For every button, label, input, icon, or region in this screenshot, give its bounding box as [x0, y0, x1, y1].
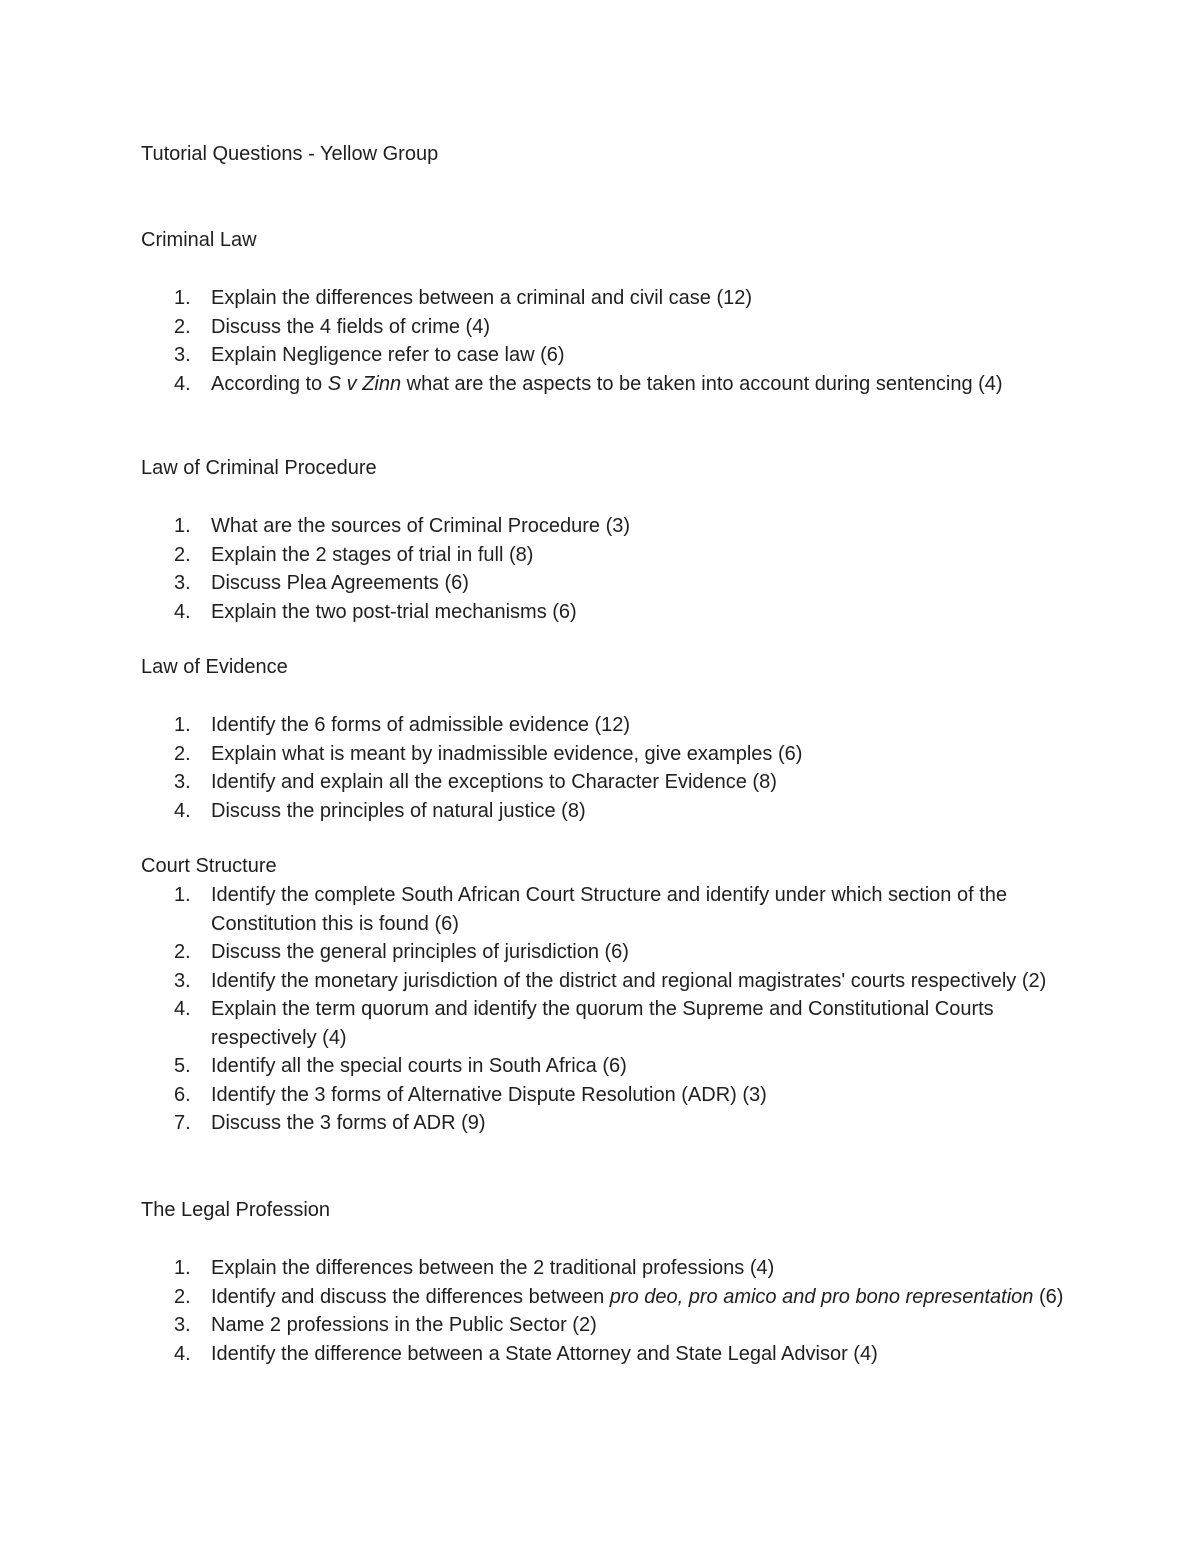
question-number: 4. — [174, 998, 191, 1020]
question-text-part: (6) — [1033, 1285, 1064, 1308]
question-list — [141, 1254, 1101, 1368]
question-text — [211, 373, 1003, 395]
question-number: 1. — [174, 884, 191, 906]
question-text — [211, 515, 630, 537]
question-text — [211, 601, 577, 623]
question-number: 4. — [174, 1342, 191, 1365]
question-item — [141, 370, 1071, 399]
question-number: 7. — [174, 1112, 191, 1134]
question-text — [211, 714, 630, 736]
question-text-part: Discuss the principles of natural justice (8) — [211, 799, 586, 822]
question-item — [141, 938, 1071, 967]
question-text-part: Identify the 6 forms of admissible evidence (12) — [211, 714, 631, 736]
question-text-part: Name 2 professions in the Public Sector (2) — [211, 1314, 597, 1336]
question-item — [141, 512, 1071, 541]
question-text-part: According to — [211, 372, 328, 395]
section-criminal-procedure — [141, 456, 1101, 626]
question-text — [211, 743, 802, 765]
question-text — [211, 1257, 774, 1279]
question-item — [141, 881, 1071, 938]
question-text — [211, 800, 586, 822]
question-text-part: Identify the monetary jurisdiction of the district and regional magistrates' courts respectively (2) — [211, 969, 1047, 992]
question-number: 4. — [174, 600, 191, 623]
section-heading: Law of Evidence — [141, 656, 288, 678]
question-item — [141, 1340, 1071, 1369]
question-text-part: Discuss the 3 forms of ADR (9) — [211, 1112, 486, 1134]
question-number: 1. — [174, 714, 191, 736]
question-text — [211, 1314, 597, 1336]
question-text — [211, 941, 629, 963]
question-list — [141, 284, 1101, 398]
question-item — [141, 768, 1071, 797]
question-number: 1. — [174, 515, 191, 537]
question-number: 3. — [174, 344, 191, 366]
question-item — [141, 797, 1071, 826]
question-text-part: Explain Negligence refer to case law (6) — [211, 344, 565, 366]
question-number: 1. — [174, 287, 191, 309]
question-text — [211, 1112, 486, 1134]
question-item — [141, 1081, 1071, 1110]
question-list — [141, 512, 1101, 626]
question-number: 3. — [174, 572, 191, 594]
question-list — [141, 881, 1101, 1138]
question-text-part: Identify and explain all the exceptions to Character Evidence (8) — [211, 771, 777, 793]
question-text — [211, 970, 1046, 992]
question-text-part: Explain the two post-trial mechanisms (6) — [211, 600, 577, 623]
question-text-part: Identify and discuss the differences between — [211, 1285, 610, 1308]
question-item — [141, 711, 1071, 740]
question-number: 1. — [174, 1257, 191, 1279]
question-number: 3. — [174, 1314, 191, 1336]
question-text-part: Explain what is meant by inadmissible evidence, give examples (6) — [211, 742, 803, 765]
question-item — [141, 341, 1071, 370]
question-item — [141, 995, 1071, 1052]
question-text — [211, 1343, 878, 1365]
question-text — [211, 544, 533, 566]
section-heading: Criminal Law — [141, 229, 257, 251]
question-text-part: Discuss the general principles of jurisdiction (6) — [211, 941, 629, 963]
question-text — [211, 287, 752, 309]
question-item — [141, 284, 1071, 313]
question-text-italic: S v Zinn — [327, 372, 402, 395]
question-number: 4. — [174, 372, 191, 395]
question-text-part: Discuss Plea Agreements (6) — [211, 572, 469, 594]
question-text — [211, 344, 565, 366]
question-number: 2. — [174, 941, 191, 963]
question-number: 3. — [174, 969, 191, 992]
section-heading: Law of Criminal Procedure — [141, 457, 377, 479]
question-number: 2. — [174, 315, 191, 338]
question-item — [141, 740, 1071, 769]
question-text-italic: pro deo, pro amico and pro bono representation — [609, 1285, 1034, 1308]
question-text — [211, 771, 777, 793]
section-law-of-evidence — [141, 655, 1101, 825]
question-number: 3. — [174, 771, 191, 793]
question-text — [211, 1055, 627, 1077]
question-item — [141, 1109, 1071, 1138]
question-text-part: Explain the term quorum and identify the quorum the Supreme and Constitutional Courts respectively (4) — [211, 998, 994, 1049]
question-text — [211, 316, 490, 338]
question-text — [211, 572, 469, 594]
question-text-part: Explain the 2 stages of trial in full (8) — [211, 543, 534, 566]
question-item — [141, 1254, 1071, 1283]
question-item — [141, 1052, 1071, 1081]
question-number: 5. — [174, 1055, 191, 1077]
question-text-part: what are the aspects to be taken into account during sentencing (4) — [401, 372, 1003, 395]
section-heading: The Legal Profession — [141, 1199, 331, 1221]
section-criminal-law — [141, 228, 1101, 398]
question-text — [211, 884, 1007, 935]
document-title: Tutorial Questions - Yellow Group — [141, 143, 439, 165]
question-item — [141, 1283, 1071, 1312]
question-text — [211, 1084, 767, 1106]
question-number: 2. — [174, 543, 191, 566]
question-number: 4. — [174, 799, 191, 822]
question-item — [141, 541, 1071, 570]
question-text-part: Identify the difference between a State Attorney and State Legal Advisor (4) — [211, 1342, 878, 1365]
question-item — [141, 1311, 1071, 1340]
question-text-part: Identify the 3 forms of Alternative Dispute Resolution (ADR) (3) — [211, 1083, 767, 1106]
section-legal-profession — [141, 1198, 1101, 1368]
question-item — [141, 967, 1071, 996]
question-item — [141, 598, 1071, 627]
question-list — [141, 711, 1101, 825]
question-text-part: Identify the complete South African Court Structure and identify under which section of the Constitution this is found (6) — [211, 884, 1008, 935]
question-item — [141, 569, 1071, 598]
question-text-part: Identify all the special courts in South Africa (6) — [211, 1055, 627, 1077]
section-heading: Court Structure — [141, 855, 277, 877]
question-number: 2. — [174, 742, 191, 765]
question-number: 2. — [174, 1285, 191, 1308]
section-court-structure — [141, 854, 1101, 1138]
question-text-part: What are the sources of Criminal Procedure (3) — [211, 515, 631, 537]
question-item — [141, 313, 1071, 342]
question-text-part: Discuss the 4 fields of crime (4) — [211, 315, 490, 338]
question-text-part: Explain the differences between a criminal and civil case (12) — [211, 287, 753, 309]
question-text — [211, 1286, 1063, 1308]
question-number: 6. — [174, 1083, 191, 1106]
question-text — [211, 998, 994, 1049]
question-text-part: Explain the differences between the 2 traditional professions (4) — [211, 1257, 775, 1279]
